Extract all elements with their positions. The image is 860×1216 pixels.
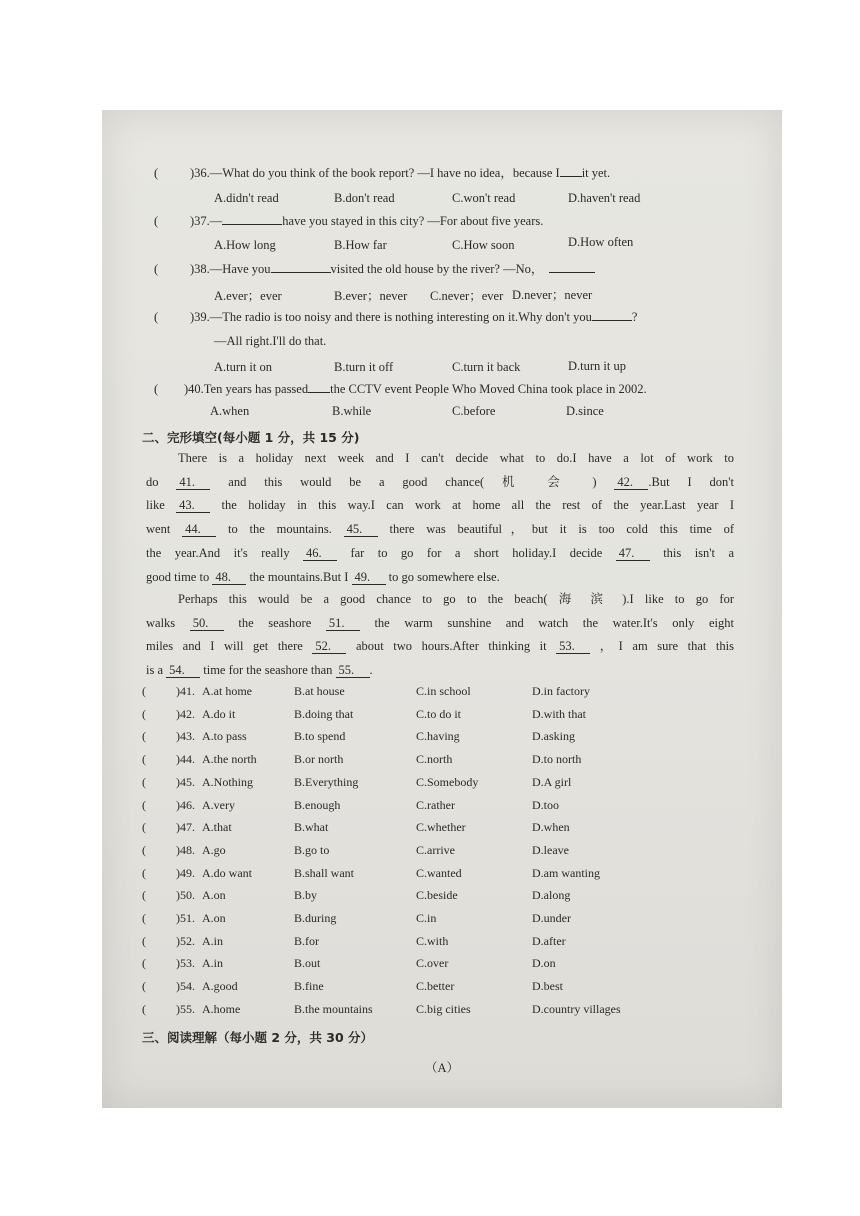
- cloze-number: )46.: [176, 797, 195, 812]
- option-d: D.on: [532, 956, 556, 971]
- blank-50: 50.: [190, 617, 224, 631]
- answer-paren: (: [142, 933, 146, 948]
- passage-line: miles and I will get there 52. about two hours.After thinking it 53. ，I am sure that this: [146, 639, 734, 654]
- cloze-number: )47.: [176, 820, 195, 835]
- cloze-paragraph-1: [146, 447, 734, 589]
- option-b: B.turn it off: [334, 360, 394, 374]
- answer-paren: (: [142, 979, 146, 994]
- option-b: B.How far: [334, 238, 387, 252]
- passage-line: There is a holiday next week and I can't decide what to do.I have a lot of work to: [178, 451, 734, 465]
- answer-paren: (: [154, 262, 159, 276]
- blank-46: 46.: [303, 547, 337, 561]
- cloze-number: )50.: [176, 888, 195, 903]
- option-c: C.wanted: [416, 865, 462, 880]
- option-c: C.with: [416, 933, 449, 948]
- blank-42: 42.: [614, 476, 648, 490]
- option-d: D.leave: [532, 842, 569, 857]
- option-d: D.with that: [532, 706, 586, 721]
- blank-45: 45.: [344, 523, 378, 537]
- section-3-title: 三、阅读理解（每小题 2 分，共 30 分）: [142, 1030, 374, 1045]
- option-c: C.before: [452, 404, 496, 418]
- option-d: D.under: [532, 911, 571, 925]
- answer-paren: (: [142, 706, 146, 721]
- question-number: )38.: [190, 262, 210, 276]
- answer-paren: (: [142, 842, 146, 857]
- option-c: C.won't read: [452, 191, 516, 205]
- passage-line: like 43. the holiday in this way.I can work at home all the rest of the year.Last year I: [146, 498, 735, 513]
- page-label: （A）: [424, 1061, 460, 1075]
- blank-49: 49.: [352, 571, 386, 585]
- cloze-number: )43.: [176, 729, 195, 744]
- question-stem-tail: ?: [631, 310, 638, 324]
- option-c: C.whether: [416, 820, 466, 835]
- cloze-number: )53.: [176, 956, 195, 971]
- question-stem-tail: the CCTV event People Who Moved China took place in 2002.: [330, 382, 647, 396]
- option-d: D.haven't read: [568, 191, 641, 205]
- option-a: A.in: [202, 933, 223, 948]
- passage-line: is a 54. time for the seashore than 55. .: [146, 663, 373, 678]
- option-a: A.when: [210, 404, 250, 418]
- question-stem-tail: visited the old house by the river? —No，: [330, 262, 544, 276]
- cloze-number: )44.: [176, 752, 195, 767]
- cloze-number: )48.: [176, 842, 195, 857]
- option-a: A.in: [202, 956, 223, 971]
- option-c: C.beside: [416, 888, 458, 903]
- option-a: A.good: [202, 979, 238, 994]
- option-d: D.country villages: [532, 1001, 621, 1016]
- option-a: A.on: [202, 888, 226, 903]
- answer-paren: (: [154, 166, 159, 180]
- answer-paren: (: [142, 888, 146, 903]
- cloze-number: )52.: [176, 933, 195, 948]
- passage-line: walks 50. the seashore 51. the warm sunshine and watch the water.It's only eight: [146, 615, 735, 630]
- answer-paren: (: [142, 684, 146, 698]
- option-a: A.the north: [202, 752, 257, 767]
- option-b: B.enough: [294, 797, 341, 812]
- option-b: B.out: [294, 956, 321, 971]
- question-number: )36.: [190, 166, 210, 180]
- blank-51: 51.: [326, 617, 360, 631]
- question-number: )39.: [190, 310, 210, 324]
- answer-paren: (: [142, 752, 146, 767]
- passage-line: the year.And it's really 46. far to go for a short holiday.I decide 47. this isn't a: [146, 545, 734, 560]
- option-a: A.on: [202, 911, 226, 925]
- question-dash: —: [209, 214, 223, 228]
- option-a: A.home: [202, 1001, 241, 1016]
- option-d: D.A girl: [532, 774, 572, 789]
- option-b: B.fine: [294, 979, 324, 994]
- option-d: D.too: [532, 797, 559, 812]
- option-c: C.better: [416, 979, 455, 994]
- option-b: B.don't read: [334, 191, 395, 205]
- answer-paren: (: [142, 820, 146, 835]
- option-a: A.Nothing: [202, 774, 253, 789]
- option-d: D.to north: [532, 752, 582, 767]
- option-c: C.Somebody: [416, 774, 479, 789]
- option-a: A.turn it on: [214, 360, 272, 374]
- option-a: A.that: [202, 820, 232, 835]
- option-c: C.big cities: [416, 1001, 471, 1016]
- option-d: D.since: [566, 404, 604, 418]
- option-d: D.when: [532, 820, 570, 835]
- option-d: D.How often: [568, 235, 634, 249]
- answer-paren: (: [142, 911, 146, 925]
- cloze-number: )55.: [176, 1001, 195, 1016]
- option-d: D.am wanting: [532, 865, 600, 880]
- option-b: B.at house: [294, 684, 345, 698]
- cloze-number: )51.: [176, 911, 195, 925]
- option-a: A.do it: [202, 706, 236, 721]
- question-37: [190, 214, 543, 229]
- blank-54: 54.: [166, 664, 200, 678]
- passage-line: do 41. and this would be a good chance( 机 会 ) 42. .But I don't: [146, 474, 735, 489]
- option-d: D.asking: [532, 729, 575, 744]
- option-a: A.didn't read: [214, 191, 279, 205]
- question-stem: —Have you: [209, 262, 271, 276]
- option-d: D.in factory: [532, 684, 590, 698]
- option-a: A.very: [202, 797, 235, 812]
- cloze-number: )42.: [176, 706, 195, 721]
- option-b: B.the mountains: [294, 1001, 373, 1016]
- question-stem-tail: it yet.: [581, 166, 611, 180]
- option-c: C.turn it back: [452, 360, 521, 374]
- option-c: C.How soon: [452, 238, 515, 252]
- option-b: B.ever；never: [334, 289, 408, 303]
- option-c: C.to do it: [416, 706, 462, 721]
- question-stem: —The radio is too noisy and there is nothing interesting on it.Why don't you: [209, 310, 592, 324]
- question-number: )40.: [184, 382, 204, 396]
- option-d: D.along: [532, 888, 571, 903]
- answer-paren: (: [142, 729, 146, 744]
- option-c: C.rather: [416, 797, 455, 812]
- question-number: )37.: [190, 214, 210, 228]
- blank-52: 52.: [312, 640, 346, 654]
- option-b: B.what: [294, 820, 329, 835]
- option-a: A.do want: [202, 865, 252, 880]
- option-b: B.doing that: [294, 706, 354, 721]
- question-36: [190, 166, 610, 181]
- option-d: D.best: [532, 979, 563, 994]
- option-c: C.in: [416, 911, 437, 925]
- answer-paren: (: [154, 310, 159, 324]
- cloze-paragraph-2: [146, 588, 734, 683]
- passage-line: went 44. to the mountains. 45. there was beautiful，but it is too cold this time of: [146, 522, 735, 537]
- question-stem: —What do you think of the book report? —I have no idea，because I: [209, 166, 560, 180]
- blank-55: 55.: [336, 664, 370, 678]
- blank-43: 43.: [176, 499, 210, 513]
- option-c: C.over: [416, 956, 449, 971]
- cloze-number: )45.: [176, 774, 195, 789]
- answer-paren: (: [142, 956, 146, 971]
- blank-47: 47.: [616, 547, 650, 561]
- option-c: C.having: [416, 729, 460, 744]
- option-d: D.turn it up: [568, 359, 626, 373]
- option-b: B.while: [332, 404, 372, 418]
- question-39-reply: —All right.I'll do that.: [214, 334, 327, 348]
- blank-53: 53.: [556, 640, 590, 654]
- option-b: B.to spend: [294, 729, 346, 744]
- option-b: B.during: [294, 911, 337, 925]
- option-b: B.for: [294, 933, 319, 948]
- answer-paren: (: [154, 214, 159, 228]
- cloze-number: )49.: [176, 865, 195, 880]
- answer-paren: (: [142, 774, 146, 789]
- photographed-exam-page: [102, 110, 782, 1108]
- question-38: [190, 262, 595, 277]
- option-d: D.after: [532, 933, 566, 948]
- option-a: A.How long: [214, 238, 276, 252]
- question-stem: have you stayed in this city? —For about five years.: [282, 214, 544, 228]
- passage-line: good time to 48. the mountains.But I 49. to go somewhere else.: [146, 569, 500, 584]
- option-b: B.shall want: [294, 865, 354, 880]
- option-c: C.never；ever: [430, 289, 504, 303]
- blank-48: 48.: [212, 571, 246, 585]
- question-40: [184, 382, 647, 397]
- option-a: A.at home: [202, 684, 252, 698]
- answer-paren: (: [154, 382, 159, 396]
- question-39: [190, 310, 637, 325]
- option-a: A.to pass: [202, 729, 247, 744]
- option-c: C.north: [416, 752, 453, 767]
- cloze-number: )41.: [176, 684, 195, 698]
- cloze-number: )54.: [176, 979, 195, 994]
- option-a: A.ever；ever: [214, 289, 282, 303]
- option-b: B.by: [294, 888, 318, 903]
- option-c: C.arrive: [416, 842, 455, 857]
- option-c: C.in school: [416, 684, 471, 698]
- answer-paren: (: [142, 865, 146, 880]
- blank-44: 44.: [182, 523, 216, 537]
- option-b: B.go to: [294, 842, 330, 857]
- option-a: A.go: [202, 842, 226, 857]
- section-2-title: 二、完形填空(每小题 1 分，共 15 分): [142, 430, 360, 445]
- answer-paren: (: [142, 797, 146, 812]
- blank-41: 41.: [176, 476, 210, 490]
- answer-paren: (: [142, 1001, 146, 1016]
- question-stem: Ten years has passed: [203, 382, 309, 396]
- option-b: B.Everything: [294, 774, 359, 789]
- passage-line: Perhaps this would be a good chance to go to the beach( 海 滨 ).I like to go for: [178, 592, 734, 606]
- option-b: B.or north: [294, 752, 344, 767]
- option-d: D.never；never: [512, 288, 593, 302]
